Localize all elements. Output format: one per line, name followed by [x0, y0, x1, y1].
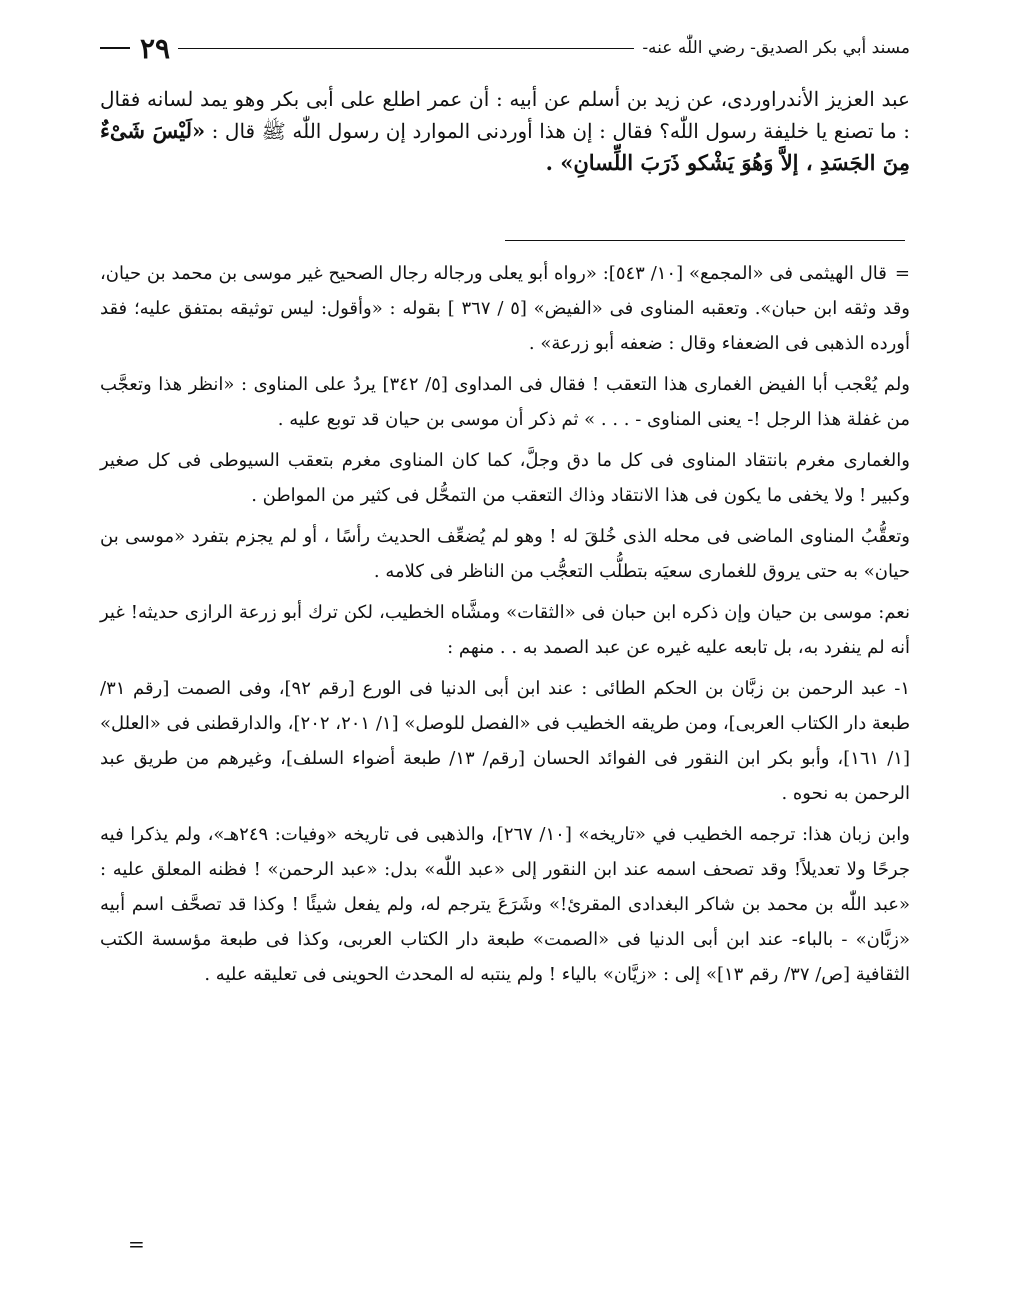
header-rule	[178, 48, 634, 49]
continuation-marker: =	[894, 263, 910, 284]
footnote-paragraph	[100, 671, 910, 811]
footnote-paragraph	[100, 256, 910, 361]
footnote-text: وتعقُّبُ المناوى الماضى فى محله الذى خُلقَ له ! وهو لم يُضعِّف الحديث رأسًا ، أو لم يجزم بتفرد «موسى بن حيان» به حتى يروق للغمارى سعيَه بتطلُّب التعجُّب من الناظر فى كلامه .	[100, 526, 910, 582]
page-number-dash	[100, 47, 130, 49]
footnote-text: وابن زبان هذا: ترجمه الخطيب في «تاريخه» [١٠/ ٢٦٧]، والذهبى فى تاريخه «وفيات: ٢٤٩هـ»، ولم يذكرا فيه جرحًا ولا تعديلاً! وقد تصحف اسمه عند ابن النقور إلى «عبد اللّٰه» بدل: «عبد الرحمن» ! فظنه المعلق عليه : «عبد اللّٰه بن محمد بن شاكر البغدادى المقرئ!» وشَرَعَ يترجم له، ولم يفعل شيئًا ! وكذا قد تصحَّف اسم أبيه «زبَّان» - بالباء- عند ابن أبى الدنيا فى «الصمت» طبعة دار الكتاب العربى، وكذا فى طبعة مؤسسة الكتب الثقافية [ص/ ٣٧/ رقم ١٣]» إلى : «زيَّان» بالياء ! ولم ينتبه له المحدث الحوينى فى تعليقه عليه .	[100, 824, 910, 985]
footnote-paragraph	[100, 519, 910, 589]
end-continuation-marker: =	[128, 1232, 145, 1256]
running-header	[100, 30, 910, 66]
main-text	[100, 83, 910, 179]
header-title: مسند أبي بكر الصديق- رضي اللّٰه عنه-	[642, 38, 910, 58]
footnote-separator	[505, 240, 905, 241]
footnotes	[100, 256, 910, 998]
hadith-text: «لَيْسَ شَىْءٌ مِنَ الجَسَدِ ، إلاَّ وَهُوَ يَشْكو ذَرَبَ اللِّسانِ» .	[100, 118, 910, 175]
footnote-text: ١- عبد الرحمن بن زبَّان بن الحكم الطائى : عند ابن أبى الدنيا فى الورع [رقم ٩٢]، وفى الصمت [رقم ٣١/ طبعة دار الكتاب العربى]، ومن طريقه الخطيب فى «الفصل للوصل» [١/ ٢٠١، ٢٠٢]، والدارقطنى فى «العلل» [١/ ١٦١]، وأبو بكر ابن النقور فى الفوائد الحسان [رقم/ ١٣/ طبعة أضواء السلف]، وغيرهم من طريق عبد الرحمن به نحوه .	[100, 678, 911, 804]
page-number: ٢٩	[140, 31, 171, 65]
footnote-text: والغمارى مغرم بانتقاد المناوى فى كل ما دق وجلَّ، كما كان المناوى مغرم بتعقب السيوطى فى كل صغير وكبير ! ولا يخفى ما يكون فى هذا الانتقاد وذاك التعقب من التمحُّل فى كثير من المواطن .	[100, 450, 910, 506]
footnote-text: ولم يُعْجب أبا الفيض الغمارى هذا التعقب ! فقال فى المداوى [٥/ ٣٤٢] يردُ على المناوى : «انظر هذا وتعجَّب من غفلة هذا الرجل !- يعنى المناوى - . . . » ثم ذكر أن موسى بن حيان قد توبع عليه .	[100, 374, 910, 430]
footnote-paragraph	[100, 817, 910, 992]
main-paragraph: عبد العزيز الأندراوردى، عن زيد بن أسلم عن أبيه : أن عمر اطلع على أبى بكر وهو يمد لسانه فقال : ما تصنع يا خليفة رسول اللّٰه؟ فقال : إن هذا أوردنى الموارد إن رسول اللّٰه ﷺ قال :	[100, 87, 911, 143]
footnote-paragraph	[100, 443, 910, 513]
footnote-paragraph	[100, 595, 910, 665]
footnote-paragraph	[100, 367, 910, 437]
footnote-text: نعم: موسى بن حيان وإن ذكره ابن حبان فى «الثقات» ومشَّاه الخطيب، لكن ترك أبو زرعة الرازى حديثه! غير أنه لم ينفرد به، بل تابعه عليه غيره عن عبد الصمد به . . منهم :	[100, 602, 910, 658]
footnote-text: قال الهيثمى فى «المجمع» [١٠/ ٥٤٣]: «رواه أبو يعلى ورجاله رجال الصحيح غير موسى بن محمد بن حيان، وقد وثقه ابن حبان». وتعقبه المناوى فى «الفيض» [٥ / ٣٦٧ ] بقوله : «وأقول: ليس توثيقه بمتفق عليه؛ فقد أورده الذهبى فى الضعفاء وقال : ضعفه أبو زرعة» .	[100, 263, 910, 354]
